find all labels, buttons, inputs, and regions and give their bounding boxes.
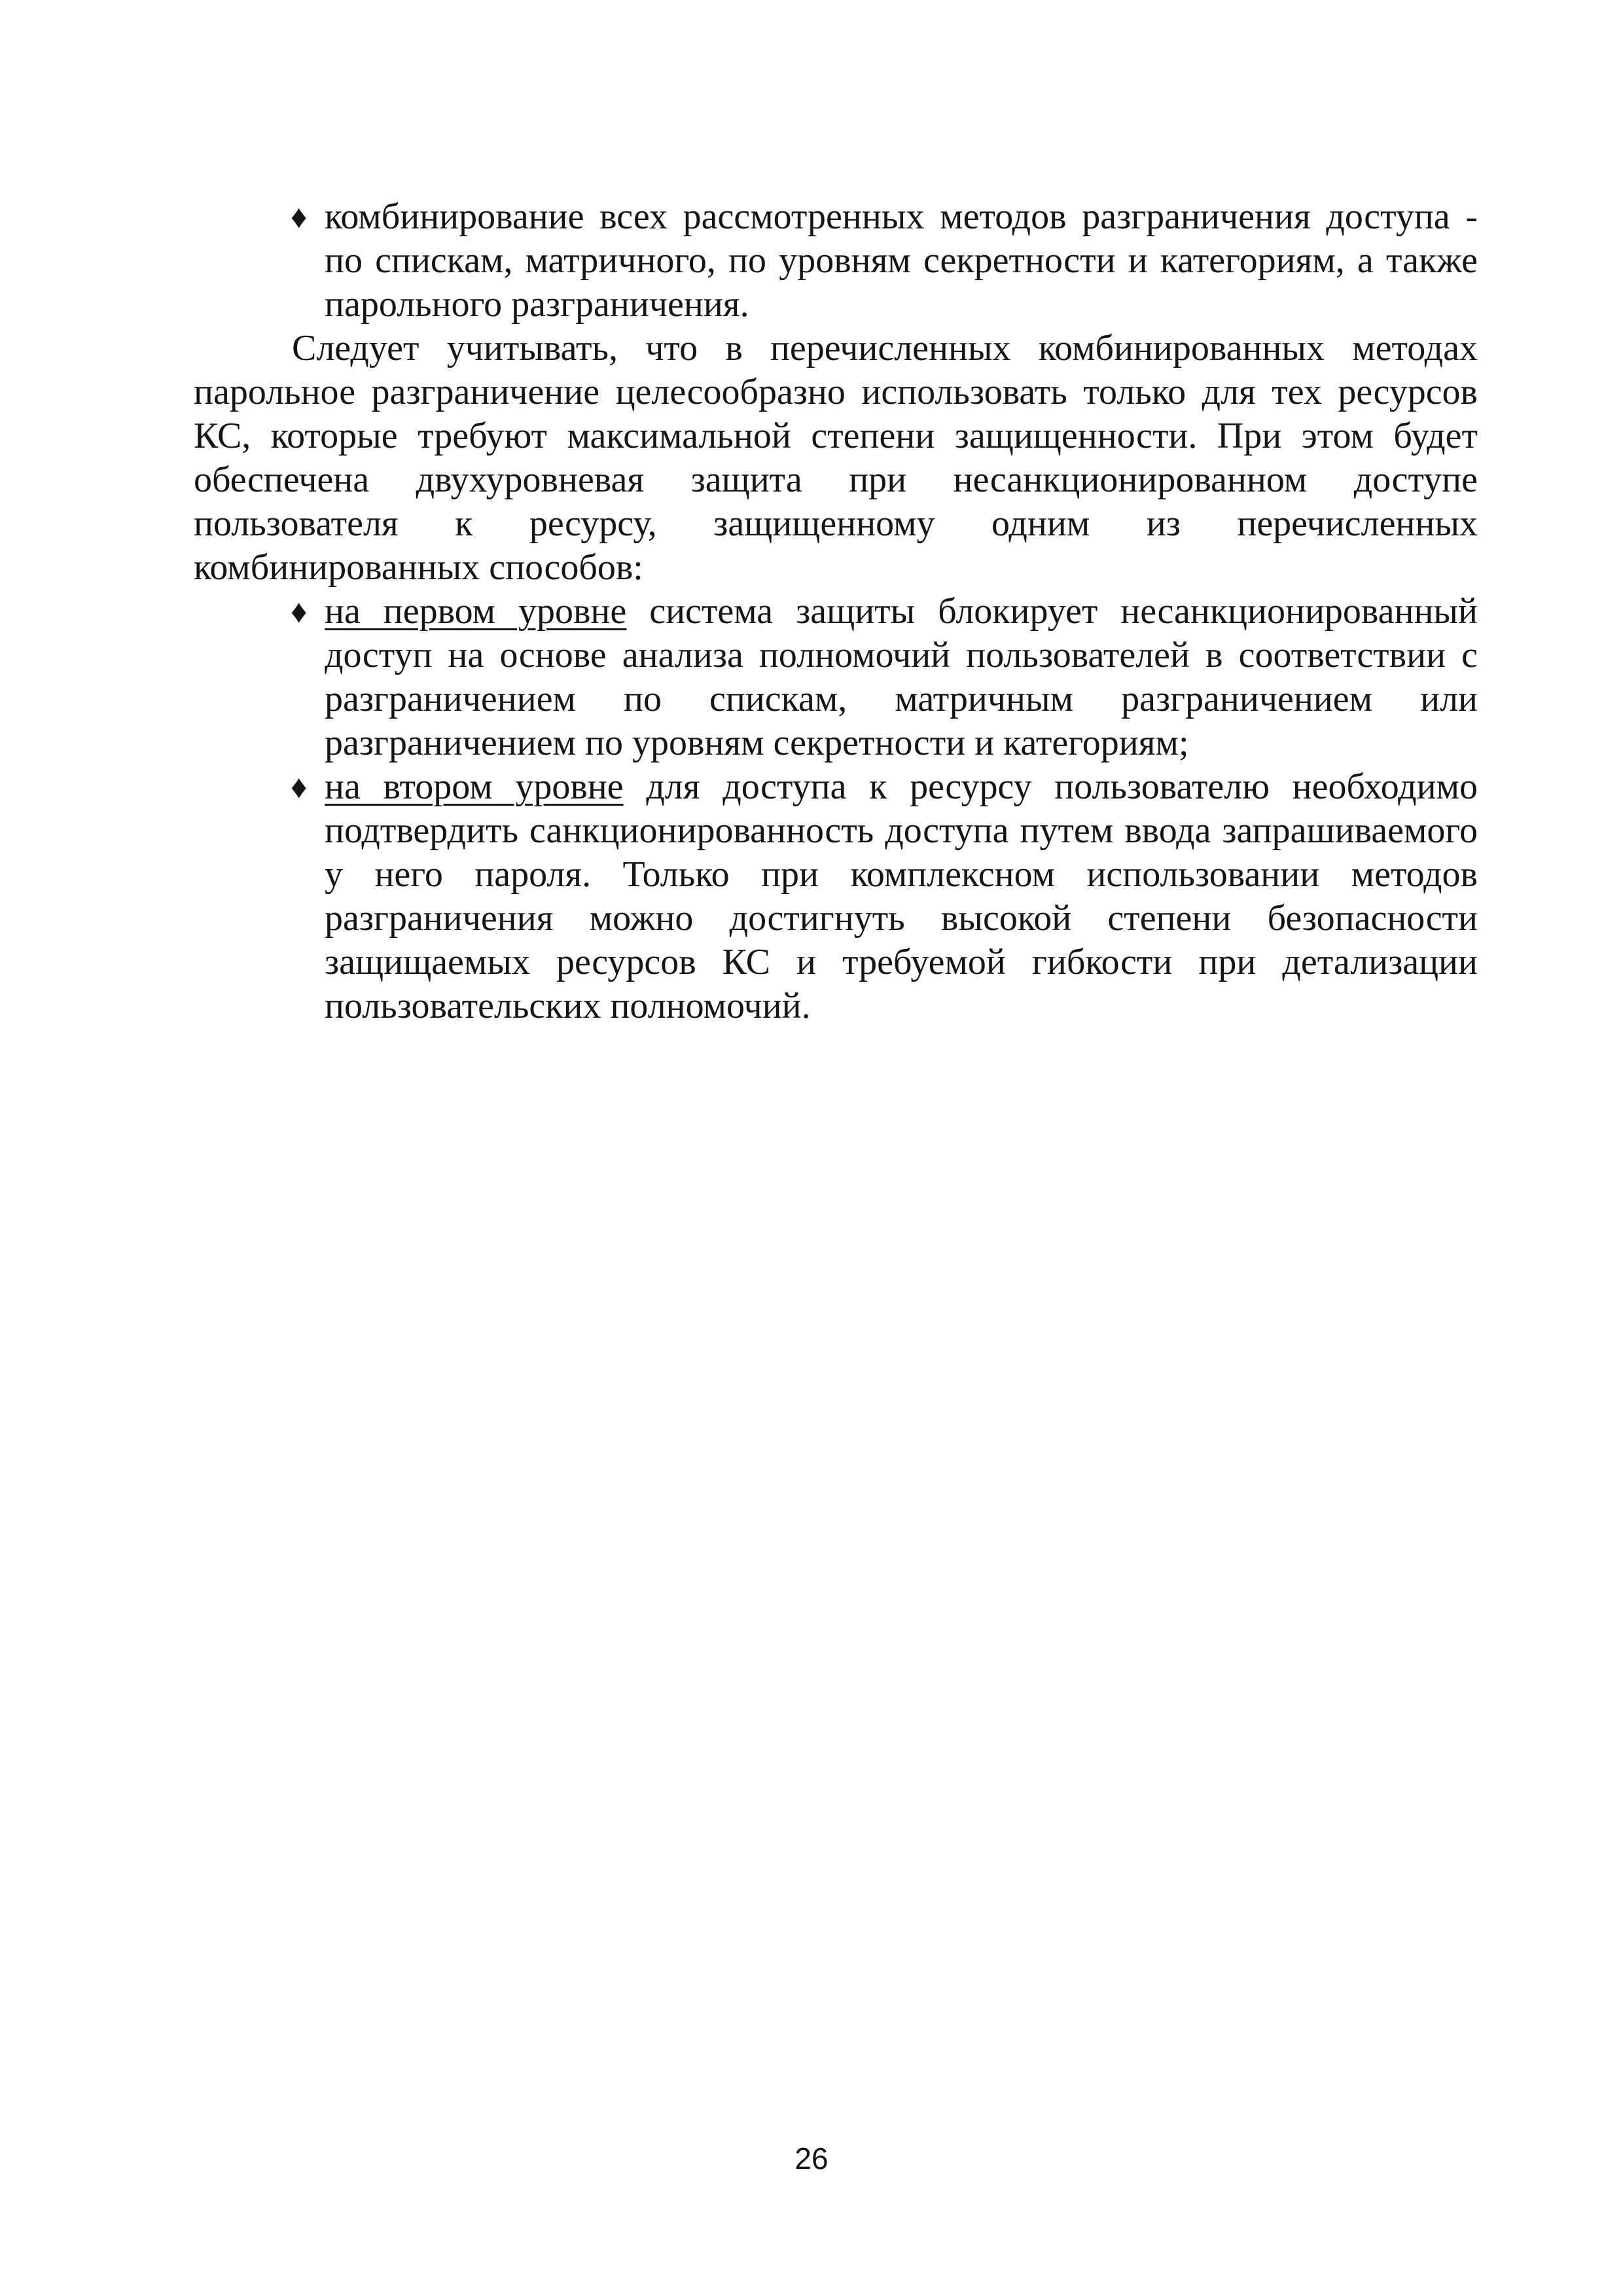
bullet-item-combination: [194, 195, 1478, 327]
bullet-item-first-level: [194, 590, 1478, 765]
bullet-emphasis: на первом уровне: [325, 591, 627, 632]
bullet-text: для доступа к ресурсу пользователю необходимо подтвердить санкционированность доступа путем ввода запрашиваемого у него пароля. Только при комплексном использовании методов разграничения можно достигнуть высокой степени безопасности защищаемых ресурсов КС и требуемой гибкости при детализации пользовательских полномочий.: [325, 766, 1478, 1026]
diamond-bullet-icon: ♦: [291, 593, 308, 630]
bullet-text: система защиты блокирует несанкционированный доступ на основе анализа полномочий пользователей в соответствии с разграничением по спискам, матричным разграничением или разграничением по уровням секретности и категориям;: [325, 591, 1478, 763]
diamond-bullet-icon: ♦: [291, 198, 308, 235]
page-body: [194, 195, 1478, 1028]
diamond-bullet-icon: ♦: [291, 768, 308, 805]
bullet-emphasis: на втором уровне: [325, 766, 624, 807]
bullet-text: комбинирование всех рассмотренных методов разграничения доступа - по спискам, матричного, по уровням секретности и категориям, а также парольного разграничения.: [325, 196, 1478, 325]
page-number: 26: [794, 2142, 829, 2176]
bullet-item-second-level: [194, 765, 1478, 1028]
body-paragraph: Следует учитывать, что в перечисленных комбинированных методах парольное разграничение целесообразно использовать только для тех ресурсов КС, которые требуют максимальной степени защищенности. При этом будет обеспечена двухуровневая защита при несанкционированном доступе пользователя к ресурсу, защищенному одним из перечисленных комбинированных способов:: [194, 328, 1478, 588]
